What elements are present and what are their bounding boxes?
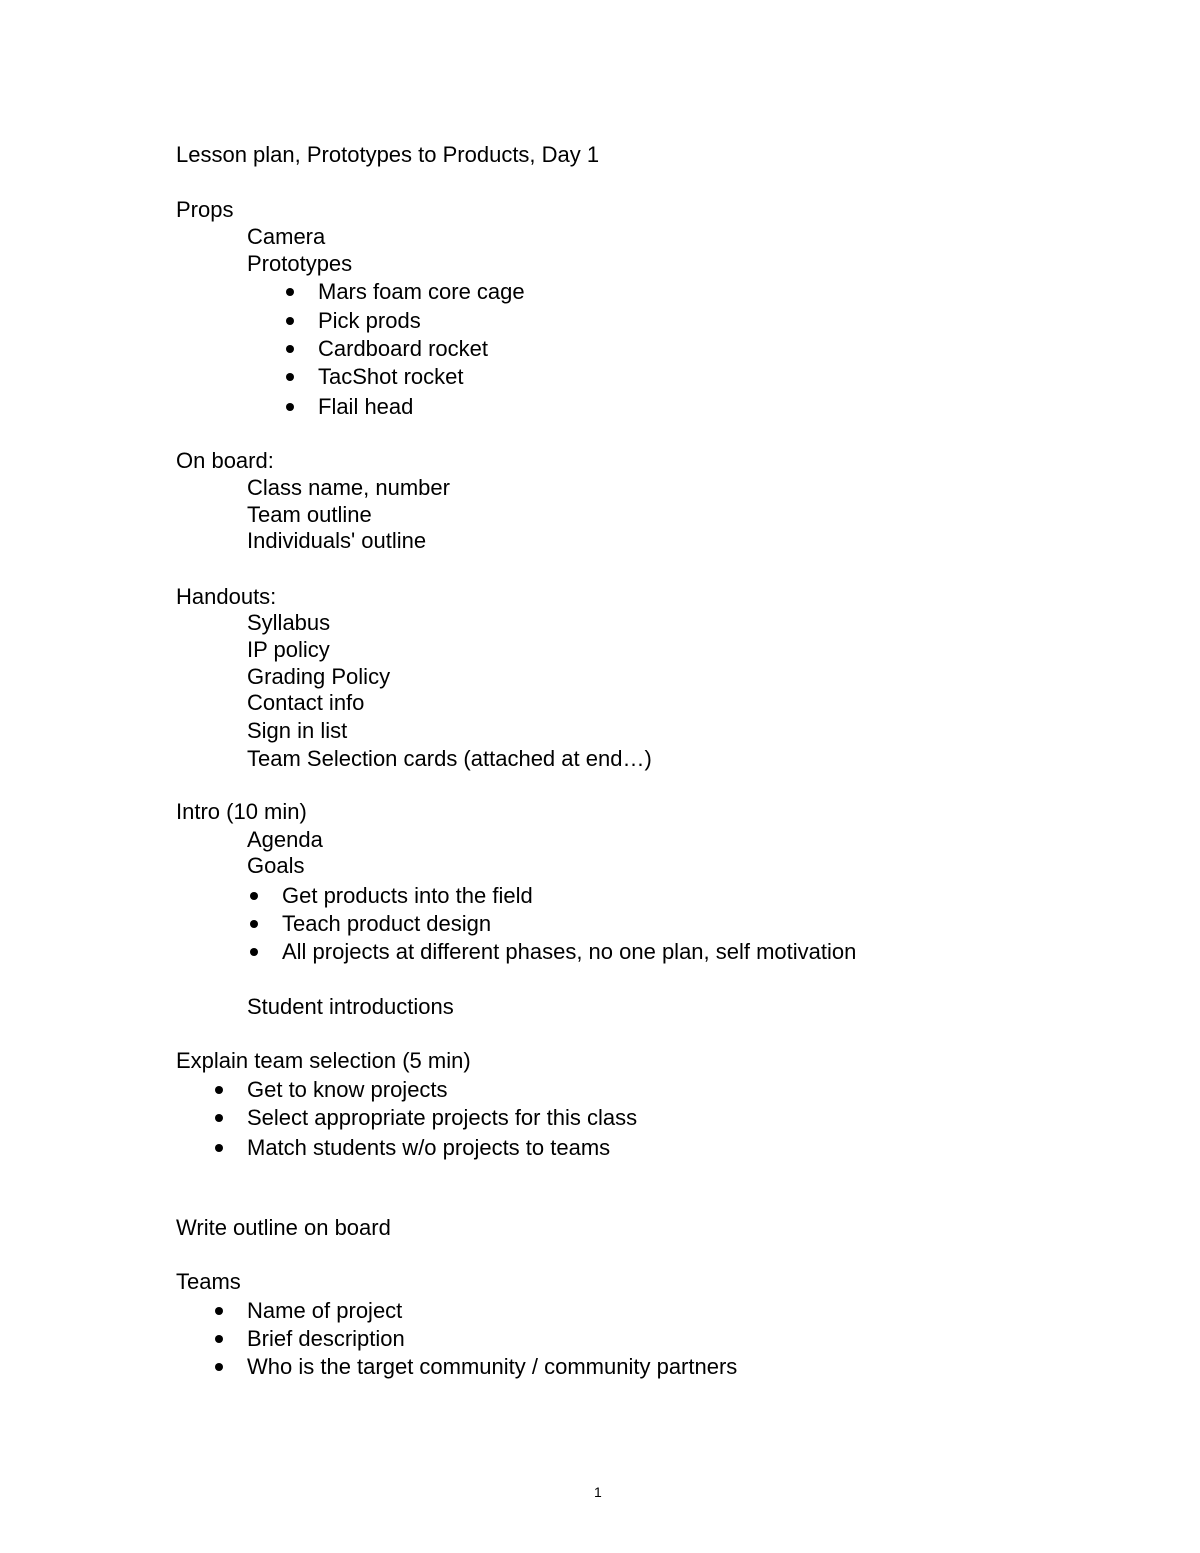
props-item-prototypes: Prototypes xyxy=(247,251,353,276)
team-selection-item: Match students w/o projects to teams xyxy=(247,1135,611,1160)
props-heading: Props xyxy=(176,197,234,222)
write-outline-note: Write outline on board xyxy=(176,1215,391,1240)
bullet-icon xyxy=(286,403,294,411)
intro-item-agenda: Agenda xyxy=(247,827,323,852)
handouts-heading: Handouts: xyxy=(176,584,277,609)
prototype-item: TacShot rocket xyxy=(318,364,464,389)
bullet-icon xyxy=(250,892,258,900)
page-number: 1 xyxy=(594,1484,602,1500)
bullet-icon xyxy=(250,948,258,956)
document-title: Lesson plan, Prototypes to Products, Day 1 xyxy=(176,142,600,167)
bullet-icon xyxy=(286,317,294,325)
handouts-item: IP policy xyxy=(247,637,330,662)
bullet-icon xyxy=(286,288,294,296)
team-selection-heading: Explain team selection (5 min) xyxy=(176,1048,471,1073)
bullet-icon xyxy=(215,1086,223,1094)
prototype-item: Mars foam core cage xyxy=(318,279,525,304)
handouts-item: Sign in list xyxy=(247,718,348,743)
on-board-item: Team outline xyxy=(247,502,372,527)
on-board-item: Class name, number xyxy=(247,475,450,500)
bullet-icon xyxy=(215,1307,223,1315)
intro-item-goals: Goals xyxy=(247,853,305,878)
bullet-icon xyxy=(215,1335,223,1343)
intro-heading: Intro (10 min) xyxy=(176,799,307,824)
handouts-item: Team Selection cards (attached at end…) xyxy=(247,746,652,771)
props-item-camera: Camera xyxy=(247,224,326,249)
bullet-icon xyxy=(215,1144,223,1152)
student-introductions: Student introductions xyxy=(247,994,454,1019)
goal-item: Get products into the field xyxy=(282,883,533,908)
goal-item: All projects at different phases, no one plan, self motivation xyxy=(282,939,857,964)
bullet-icon xyxy=(286,373,294,381)
prototype-item: Cardboard rocket xyxy=(318,336,488,361)
on-board-item: Individuals' outline xyxy=(247,528,427,553)
bullet-icon xyxy=(286,345,294,353)
goal-item: Teach product design xyxy=(282,911,492,936)
bullet-icon xyxy=(215,1363,223,1371)
teams-heading: Teams xyxy=(176,1269,241,1294)
prototype-item: Pick prods xyxy=(318,308,421,333)
bullet-icon xyxy=(215,1114,223,1122)
prototype-item: Flail head xyxy=(318,394,414,419)
teams-item: Who is the target community / community partners xyxy=(247,1354,738,1379)
on-board-heading: On board: xyxy=(176,448,274,473)
handouts-item: Grading Policy xyxy=(247,664,391,689)
team-selection-item: Select appropriate projects for this class xyxy=(247,1105,638,1130)
handouts-item: Contact info xyxy=(247,690,365,715)
team-selection-item: Get to know projects xyxy=(247,1077,448,1102)
handouts-item: Syllabus xyxy=(247,610,331,635)
teams-item: Brief description xyxy=(247,1326,405,1351)
bullet-icon xyxy=(250,920,258,928)
teams-item: Name of project xyxy=(247,1298,403,1323)
